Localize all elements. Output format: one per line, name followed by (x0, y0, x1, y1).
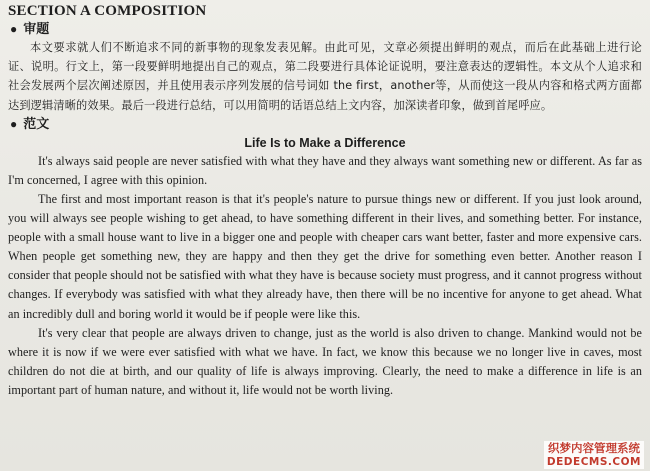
section-title: SECTION A COMPOSITION (8, 3, 207, 19)
essay-paragraph-3: It's very clear that people are always driven to change, just as the world is also driven to change. Mankind would not be where it is now if we were ever satisfied with what we have. In fact, we know this because we no longer live in caves, most children do not die at birth, and our quality of life is always improving. Clearly, the need to make a difference in life is an important part of human nature, and without it, life would not be worth living. (8, 325, 642, 397)
review-text: 本文要求就人们不断追求不同的新事物的现象发表见解。由此可见，文章必须提出鲜明的观点，而后在此基础上进行论证、说明。行文上，第一段要鲜明地提出自己的观点，第二段要进行具体论证说明，要注意表达的逻辑性。本文从个人追求和社会发展两个层次阐述原因，并且使用表示序列发展的信号词如 the first，another等，从而使这一段从内容和格式两方面都达到逻辑清晰的效果。最后一段进行总结，可以用简明的话语总结上文内容，加深读者印象，做到首尾呼应。 (8, 41, 642, 112)
essay-paragraph-1: It's always said people are never satisfied with what they have and they always want something new or different. As far as I'm concerned, I agree with this opinion. (8, 153, 642, 187)
review-heading-label: 审题 (23, 21, 50, 36)
model-heading-label: 范文 (23, 115, 50, 131)
essay-paragraph-2: The first and most important reason is that it's people's nature to pursue things new or different. If you just look around, you will always see people wishing to get ahead, to have something different in their lives, and something better. For instance, people with a small house want to live in a bigger one and people with cheaper cars want better, faster and more expensive cars. When people get something new, they are happy and then they get the drive for something even better. Another reason I consider that people should not be satisfied with what they have is because society must progress, and it cannot progress without changes. If everybody was satisfied with what they already have, then there will be no incentive for anyone to get ahead. What an incredibly dull and boring world it would be if people were like this. (8, 192, 642, 321)
watermark-logo (544, 441, 644, 469)
model-heading (10, 115, 642, 133)
bullet-icon: ● (10, 22, 18, 36)
bullet-icon: ● (10, 116, 18, 131)
document-content (8, 2, 642, 400)
watermark-cn-text: 织梦内容管理系统 (544, 441, 644, 455)
essay-title: Life Is to Make a Difference (244, 135, 406, 150)
watermark-en-text: DEDECMS.COM (544, 455, 644, 469)
review-heading (10, 20, 642, 38)
